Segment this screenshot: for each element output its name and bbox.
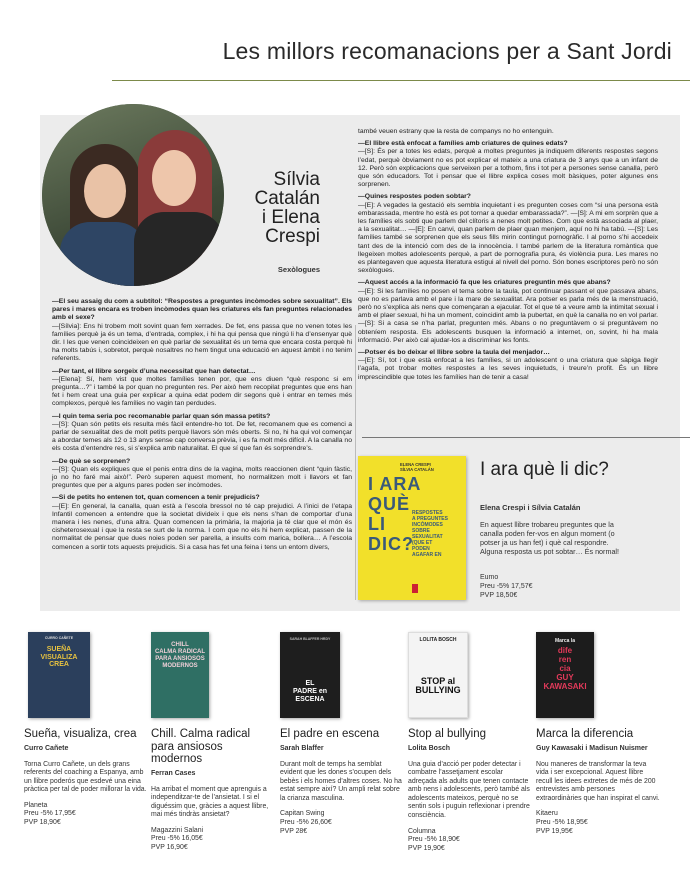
qa-block — [52, 494, 352, 551]
book-title: Sueña, visualiza, crea — [24, 728, 137, 740]
featured-book-author: Elena Crespi i Sílvia Catalán — [480, 503, 581, 512]
book-card — [536, 632, 660, 836]
cover-authors: ELENA CRESPI SÍLVIA CATALÁN — [400, 462, 434, 472]
book-card — [24, 632, 148, 828]
interviewee-role: Sexòlogues — [277, 265, 320, 274]
publisher-logo — [412, 584, 418, 593]
qa-block — [358, 279, 658, 345]
qa-block — [358, 140, 658, 189]
price: Preu -5% 18,90€ — [408, 836, 460, 844]
answer: —[Sílvia]: Ens hi trobem molt sovint quan fem xerrades. De fet, ens passa que no venen totes les famílies perquè ja és un tema, d’entrada, complex, i hi ha qui pensa que ningú li ha d’ensenyar què dir. I les que venen coincideixen en què parlar de sexualitat és un tema que encara costa perquè hi ha molts tabús i, sobretot, perquè nosaltres no hem tingut una educació en aquest àmbit i no tenim referents. — [52, 322, 352, 363]
cover-author: LOLITA BOSCH — [419, 637, 457, 643]
answer: —[Elena]: Sí, hem vist que moltes famílies tenen por, que ens diuen “què responc si em pregunta…?” i també la por quan no pregunten res. Per això hem recopilat preguntes que ens han fet i hem creat una guia per explicar a quina edat podem dir segons què i entrar en temes més complexos, perquè les famílies no vagin tan perdudes. — [52, 375, 352, 408]
price: Preu -5% 17,95€ — [24, 810, 76, 818]
pvp: PVP 18,50€ — [480, 592, 518, 599]
answer: —[E]: Sí, tot i que està enfocat a les famílies, si un adolescent o una criatura que sàpiga llegir l’agafa, pot trobar moltes respostes a les seves inquietuds, i treure’n profit. És un llibre imprescindible que totes les famílies han de tenir a casa! — [358, 357, 658, 381]
publisher: Kitaeru — [536, 810, 558, 818]
cover-author: SARAH BLAFFER HRDY — [289, 637, 331, 641]
answer: —[E]: A vegades la gestació els sembla inquietant i es pregunten coses com “si una persona està embarassada, mentre ho està es pot tornar a quedar embarassada?”. —[S]: A mi em sorprèn que a les famílies els sobti que parlem del clítoris a nenes molt petites. Com que està associada al plaer, a la sexualitat… —[E]: En canvi, quan parlem de plaer quan menjem, aquí no hi ha tabú. —[S]: Les famílies també se sorprenen que els seus fills mirin contingut pornogràfic. I al porno s’hi accedeix tant des de la intenció com des de la innocència. I també parlem de la literatura romàntica que llegeixen moltes adolescents perquè, a part de pornografia pura, és violència pura. Les mares no es plantegaven que aquesta literatura estigui al nivell del porno. Són bones escriptores però no són sexòlogues. — [358, 201, 658, 275]
featured-book-pricing — [480, 573, 533, 600]
cover-subtitle: RESPOSTES A PREGUNTES INCÒMODES SOBRE SEXUALITAT (QUE ET PODEN AGAFAR EN — [412, 510, 448, 558]
book-pricing — [536, 810, 660, 836]
featured-book-title: I ara què li dic? — [480, 459, 609, 480]
book-description: Durant molt de temps ha semblat evident que les dones s’ocupen dels bebès i els homes d’altres coses. No ha estat sempre així? Un ampli relat sobre la crianza masculina. — [280, 760, 402, 802]
continued-text: també veuen estrany que la resta de companys no ho entenguin. — [358, 128, 554, 135]
book-pricing — [24, 802, 148, 828]
pvp: PVP 19,95€ — [536, 827, 573, 835]
cover-title: SUEÑA VISUALIZA CREA — [40, 646, 78, 668]
qa-block — [358, 193, 658, 275]
cover-author: CURRO CAÑETE — [44, 636, 74, 640]
question: —Quines respostes poden sobtar? — [358, 193, 471, 201]
book-card — [151, 632, 275, 853]
publisher: Capitan Swing — [280, 810, 325, 818]
book-description: Ha arribat el moment que aprenguis a independitzar-te de l’ansietat. I si el diguéssim que, gràcies a aquest llibre, mai més tindràs ansietat? — [151, 785, 269, 819]
book-cover[interactable] — [151, 632, 209, 718]
publisher: Planeta — [24, 801, 48, 809]
interviewee-names — [230, 170, 320, 246]
cover-title: EL PADRE en ESCENA — [292, 680, 328, 703]
question: —I quin tema seria poc recomanable parlar quan són massa petits? — [52, 412, 271, 420]
cover-title: I ARA QUÈ LI DIC? — [368, 474, 422, 554]
book-pricing — [280, 810, 404, 836]
question: —Per tant, el llibre sorgeix d’una necessitat que han detectat… — [52, 367, 256, 375]
pvp: PVP 19,90€ — [408, 844, 445, 852]
price: Preu -5% 18,95€ — [536, 819, 588, 827]
book-description: Una guia d’acció per poder detectar i combatre l’assetjament escolar adreçada als adults que tenen contacte amb nens i adolescents, però també als adolescents mateixos, perquè no se sentin sols i puguin reflexionar i prendre consciència. — [408, 760, 530, 820]
qa-block — [52, 413, 352, 454]
qa-block — [52, 298, 352, 364]
pvp: PVP 28€ — [280, 827, 308, 835]
cover-title: CHILL CALMA RADICAL PARA ANSIOSOS MODERNOS — [154, 642, 206, 669]
page-title: Les millors recomanacions per a Sant Jordi — [222, 38, 672, 64]
featured-divider — [362, 437, 690, 438]
question: —De què se sorprenen? — [52, 457, 131, 465]
publisher: Magazzini Salani — [151, 826, 204, 834]
book-pricing — [408, 828, 532, 854]
question: —El llibre està enfocat a famílies amb criatures de quines edats? — [358, 140, 568, 148]
name-line: i Elena — [261, 207, 320, 228]
book-title: Marca la diferencia — [536, 728, 634, 740]
book-pricing — [151, 827, 275, 853]
book-title: Chill. Calma radical para ansiosos modernos — [151, 728, 251, 765]
qa-block — [52, 458, 352, 491]
question: —Potser és bo deixar el llibre sobre la taula del menjador… — [358, 349, 550, 357]
book-cover[interactable] — [408, 632, 468, 718]
book-author: Lolita Bosch — [408, 744, 451, 752]
price: Preu -5% 26,60€ — [280, 819, 332, 827]
book-description: Torna Curro Cañete, un dels grans referents del coaching a Espanya, amb un llibre poderós que esdevé una eina pràctica per tal de poder millorar la vida. — [24, 760, 147, 794]
book-author: Guy Kawasaki i Madisun Nuismer — [536, 744, 648, 752]
answer: —[E]: Si les famílies no posen el tema sobre la taula, pot continuar passant el que passava abans, que no es parlava amb el pare i la mare de sexualitat. Ara potser es parla més de la menstruació, però no s’explica als nens que començaran a ejacular. Tot el que té a veure amb la intimitat sexual i amb el plaer sexual, hi ha un moment, coincidint amb la pubertat, en què la canalla no en vol parlar. —[S]: Si a casa se n’ha parlat, pregunten més. Abans o no preguntàvem o si preguntàvem no obteníem resposta. Els adolescents busquen la informació a internet, on, sovint, hi ha mala informació. Per això cal ajudar-los a discriminar les fonts. — [358, 287, 658, 344]
pvp: PVP 18,90€ — [24, 819, 61, 827]
authors-photo — [42, 104, 224, 286]
book-cover[interactable] — [536, 632, 594, 718]
book-card — [408, 632, 532, 853]
name-line: Catalán — [254, 188, 320, 209]
name-line: Crespi — [265, 226, 320, 247]
book-title: El padre en escena — [280, 728, 380, 740]
book-description: Nou maneres de transformar la teva vida i ser excepcional. Aquest llibre recull les idees extretes de més de 200 entrevistes amb persones extraordinàries que han inspirat el canvi. — [536, 760, 660, 802]
cover-top-text: Marca la — [554, 638, 575, 644]
answer: —[S]: Quan els expliques que el penis entra dins de la vagina, molts reaccionen dient “quin fàstic, jo no ho faré mai això!”. Però superen aquest moment, ho normalitzen molt i llavors et fan preguntes que per a alguns pares poden ser incòmodes. — [52, 465, 352, 490]
book-author: Ferran Cases — [151, 769, 196, 777]
book-cover[interactable] — [280, 632, 340, 718]
publisher: Columna — [408, 827, 436, 835]
answer: —[E]: En general, la canalla, quan està a l’escola bressol no té cap prejudici. A l’inici de l’etapa Infantil comencen a entendre que la societat divideix i que els nens s’han de comportar d’una manera i les nenes, d’una altra. Quan comencen la primària, la majoria ja té clar que el món és cisheterosexual i que la resta se surt de la norma. I com que no els hi hem explicat, passen de la normalitat de pensar que dues noies poden ser parella, a insults com marica, bollera… A l’escola comencen a sortir tots aquests prejudicis. Si a casa has fet una feina i tens un entorn divers, — [52, 502, 352, 551]
book-cover[interactable] — [28, 632, 90, 718]
answer: —[S]: Quan són petits els resulta més fàcil entendre-ho tot. De fet, recomanem que es comenci a parlar de sexualitat des de molt petits perquè llavors són més oberts. Si no, hi ha qui vol començar a abordar temes als 12 o 13 anys sense cap conversa prèvia, i es fa molt més difícil. A la canalla no els costa d’entendre res, si s’explica amb naturalitat. El que sí que fan és sorprendre’s. — [52, 420, 352, 453]
cover-title: dife ren cia GUY KAWASAKI — [543, 646, 587, 691]
question: —Aquest accés a la informació fa que les criatures preguntin més que abans? — [358, 279, 611, 287]
featured-book-description: En aquest llibre trobareu preguntes que la canalla poden fer-vos en algun moment (o potser ja us han fet) i què cal respondre. Alguna resposta us pot sobtar… És normal! — [480, 520, 620, 556]
book-author: Curro Cañete — [24, 744, 69, 752]
book-card — [280, 632, 404, 836]
price: Preu -5% 16,05€ — [151, 835, 203, 843]
qa-block — [52, 368, 352, 409]
question: —El seu assaig du com a subtítol: “Respostes a preguntes incòmodes sobre sexualitat”. Els pares i mares encara es troben incòmodes quan les criatures els fan preguntes relacionades amb el sexe? — [52, 298, 352, 322]
interview-left-column — [52, 298, 352, 556]
book-title: Stop al bullying — [408, 728, 486, 740]
publisher: Eumo — [480, 574, 499, 581]
qa-block — [358, 349, 658, 382]
name-line: Sílvia — [273, 169, 320, 190]
page-header — [0, 0, 700, 82]
pvp: PVP 16,90€ — [151, 844, 188, 852]
cover-title: STOP al BULLYING — [415, 676, 461, 695]
answer: —[S]: És per a totes les edats, perquè a moltes preguntes ja indiquem diferents respostes segons l’edat, perquè òbviament no es pot explicar el mateix a una criatura de 3 anys que a un infant de 12. Però són explicacions que serveixen per a tothom, fins i tot per a persones sense canalla, però que són educadors. Tot i pensar que el llibre explica coses molt bàsiques, poter algunes ens sorprenen. — [358, 148, 658, 189]
column-divider — [355, 325, 356, 600]
price: Preu -5% 17,57€ — [480, 583, 533, 590]
header-rule — [112, 80, 690, 81]
book-author: Sarah Blaffer — [280, 744, 324, 752]
featured-book-cover[interactable] — [358, 456, 466, 600]
question: —Si de petits ho entenen tot, quan comencen a tenir prejudicis? — [52, 494, 260, 502]
interview-right-column — [358, 128, 658, 386]
